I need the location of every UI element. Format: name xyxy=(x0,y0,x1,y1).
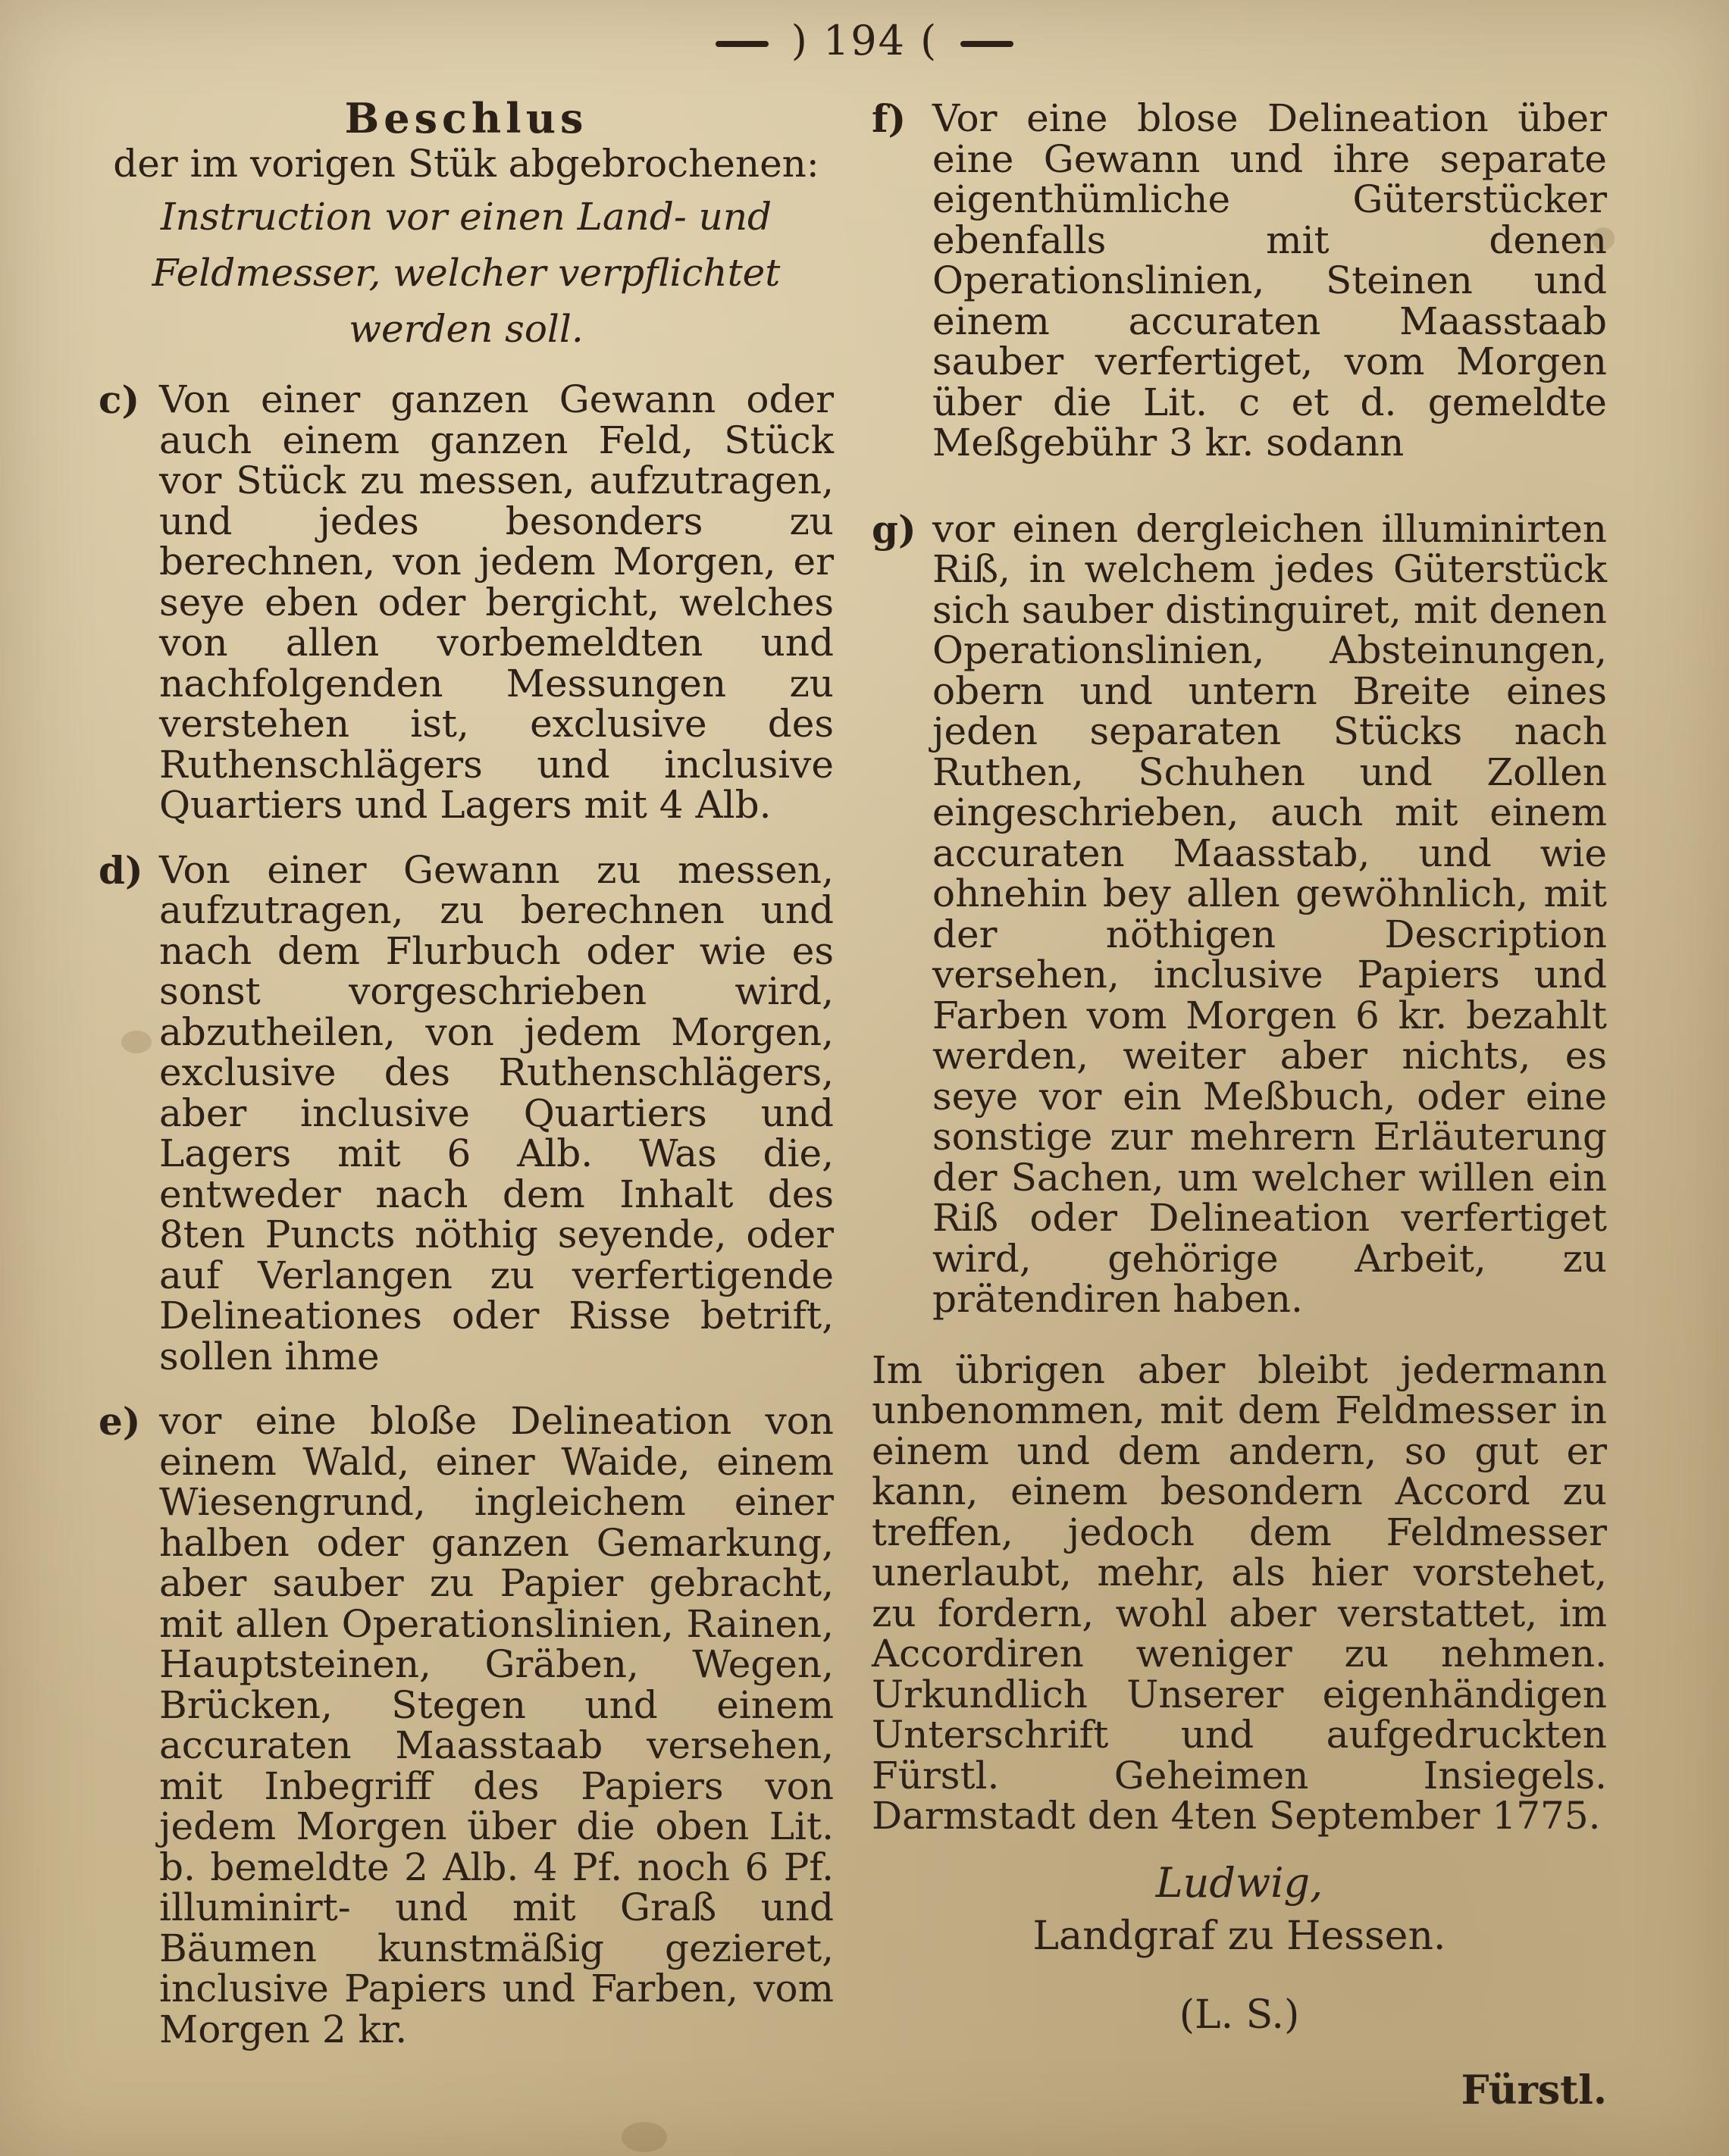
title-line-2: der im vorigen Stük abgebrochenen: xyxy=(113,141,819,186)
left-column xyxy=(99,94,834,2074)
item-text: Vor eine blose Delineation über eine Gewann und ihre separate eigenthümliche Güterstücker ebenfalls mit denen Operationslinien, Steinen und einem accuraten Maasstaab sauber verfertiget, vom Morgen über die Lit. c et d. gemeldte Meßgebühr 3 kr. sodann xyxy=(932,96,1607,465)
catchword: Fürstl. xyxy=(1461,2067,1607,2114)
item-text: Von einer Gewann zu messen, aufzutragen, zu berechnen und nach dem Flurbuch oder wie es sonst vorgeschrieben wird, abzutheilen, von jedem Morgen, exclusive des Ruthenschlägers, aber inclusive Quartiers und Lagers mit 6 Alb. Was die, entweder nach dem Inhalt des 8ten Puncts nöthig seyende, oder auf Verlangen zu verfertigende Delineationes oder Risse betrift, sollen ihme xyxy=(159,847,834,1378)
list-item xyxy=(99,377,834,827)
item-label: c) xyxy=(99,377,140,422)
page-header xyxy=(0,17,1729,64)
section-title xyxy=(99,94,834,357)
item-text: vor eine bloße Delineation von einem Wald, einer Waide, einem Wiesengrund, ingleichem einer halben oder ganzen Gemarkung, aber sauber zu Papier gebracht, mit allen Operationslinien, Rainen, Hauptsteinen, Gräben, Wegen, Brücken, Stegen und einem accuraten Maasstaab versehen, mit Inbegriff des Papiers von jedem Morgen über die oben Lit. b. bemeldte 2 Alb. 4 Pf. noch 6 Pf. illuminirt- und mit Graß und Bäumen kunstmäßig gezieret, inclusive Papiers und Farben, vom Morgen 2 kr. xyxy=(159,1399,834,2051)
list-item xyxy=(99,847,834,1378)
title-line-3: Instruction vor einen Land- und Feldmesser, welcher verpflichtet werden soll. xyxy=(152,195,781,351)
item-text: Von einer ganzen Gewann oder auch einem ganzen Feld, Stück vor Stück zu messen, aufzutragen, und jedes besonders zu berechnen, von jedem Morgen, er seye eben oder bergicht, welches von allen vorbemeldten und nachfolgenden Messungen zu verstehen ist, exclusive des Ruthenschlägers und inclusive Quartiers und Lagers mit 4 Alb. xyxy=(159,377,834,827)
header-rule-left xyxy=(716,41,769,47)
header-rule-right xyxy=(960,41,1013,47)
seal-mark: (L. S.) xyxy=(1179,1992,1300,2038)
page-number: ) 194 ( xyxy=(791,17,938,64)
item-text: vor einen dergleichen illuminirten Riß, in welchem jedes Güterstück sich sauber distinguiret, mit denen Operationslinien, Absteinungen, obern und untern Breite eines jeden separaten Stücks nach Ruthen, Schuhen und Zollen eingeschrieben, auch mit einem accuraten Maasstab, und wie ohnehin bey allen gewöhnlich, mit der nöthigen Description versehen, inclusive Papiers und Farben vom Morgen 6 kr. bezahlt werden, weiter aber nichts, es seye vor ein Meßbuch, oder eine sonstige zur mehrern Erläuterung der Sachen, um welcher willen ein Riß oder Delineation verfertiget wird, gehörige Arbeit, zu prätendiren haben. xyxy=(932,506,1607,1321)
list-item xyxy=(872,506,1607,1321)
signature-name: Ludwig, xyxy=(1155,1858,1323,1907)
item-label: e) xyxy=(99,1399,141,1444)
closing-paragraph: Im übrigen aber bleibt jedermann unbenommen, mit dem Feldmesser in einem und dem andern, so gut er kann, einem besondern Accord zu treffen, jedoch dem Feldmesser unerlaubt, mehr, als hier vorstehet, zu fordern, wohl aber verstattet, im Accordiren weniger zu nehmen. Urkundlich Unserer eigenhändigen Unterschrift und aufgedruckten Fürstl. Geheimen Insiegels. Darmstadt den 4ten September 1775. xyxy=(872,1347,1607,1838)
paper-stain xyxy=(622,2122,667,2152)
item-label: f) xyxy=(872,96,907,141)
item-label: d) xyxy=(99,847,143,893)
item-label: g) xyxy=(872,506,916,552)
right-column xyxy=(872,96,1607,2114)
title-line-1: Beschlus xyxy=(344,94,588,142)
list-item xyxy=(872,96,1607,465)
list-item xyxy=(99,1401,834,2050)
signature-title: Landgraf zu Hessen. xyxy=(1032,1913,1446,1959)
